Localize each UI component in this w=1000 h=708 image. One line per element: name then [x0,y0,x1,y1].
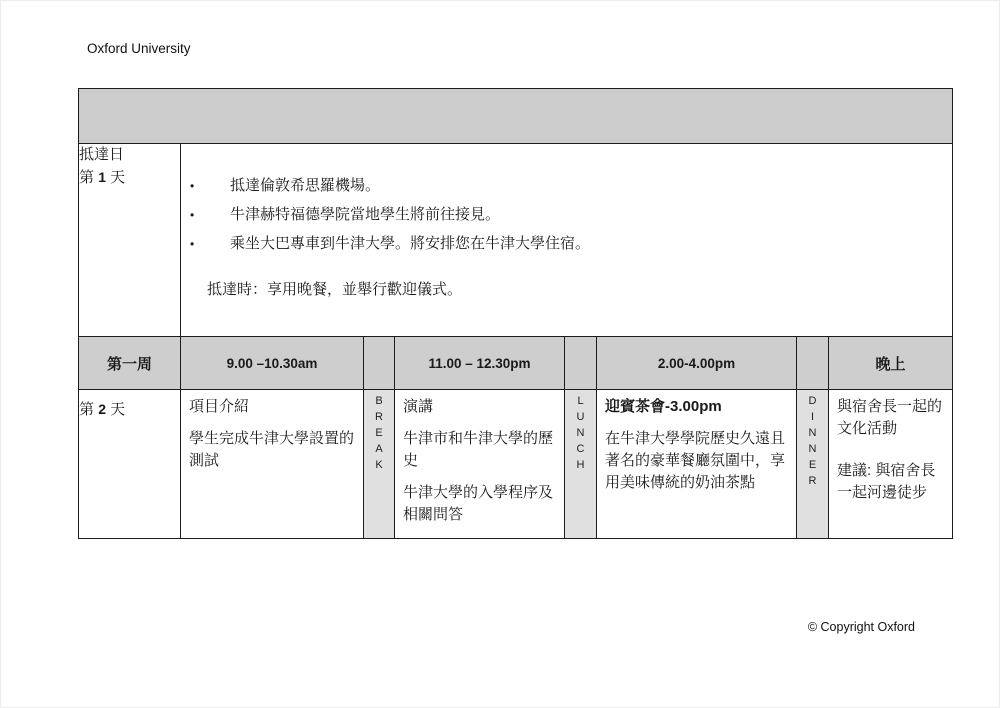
arrival-bullet-item [188,236,942,252]
week-header-row [79,337,953,390]
arrival-bullet-text: 牛津赫特福德學院當地學生將前往接見。 [230,206,501,223]
evening-activity-suggestion: 建議: 與宿舍長一起河邊徒步 [837,462,936,501]
arrival-day-label-cell [79,144,181,337]
week-label-cell: 第一周 [79,337,181,390]
bullet-icon: • [190,208,195,222]
arrival-note: 抵達時：享用晚餐，並舉行歡迎儀式。 [207,281,463,298]
timeslot-3-cell: 2.00-4.00pm [597,337,797,390]
lecture-title: 演講 [403,398,434,415]
evening-header-cell: 晚上 [829,337,953,390]
timeslot-2-cell: 11.00 – 12.30pm [395,337,565,390]
lunch-label: LUNCH [574,395,587,475]
arrival-label-line2: 第 1 天 [79,169,126,186]
morning-activity-detail: 學生完成牛津大學設置的測試 [189,430,355,469]
table-title-band-row [79,89,953,144]
bullet-icon: • [190,179,195,193]
day-2-late-morning-cell [395,390,565,539]
break-band-cell [364,390,395,539]
day-2-morning-cell [181,390,364,539]
evening-activity-title: 與宿舍長一起的文化活動 [837,398,943,437]
bullet-icon: • [190,237,195,251]
day-number: 2 [98,401,106,417]
page-title: Oxford University [87,41,191,56]
day-number: 1 [98,169,106,185]
dinner-label: DINNER [806,395,819,491]
day-2-label-cell: 第 2 天 [79,390,181,539]
header-dinner-spacer-cell [797,337,829,390]
dinner-band-cell [797,390,829,539]
header-lunch-spacer-cell [565,337,597,390]
arrival-bullet-item [188,178,942,194]
arrival-day-row [79,144,953,337]
afternoon-activity-title: 迎賓茶會-3.00pm [605,398,722,415]
arrival-bullet-item [188,207,942,223]
arrival-day-details-cell [181,144,953,337]
schedule-table [78,88,953,539]
timeslot-1-cell: 9.00 –10.30am [181,337,364,390]
lunch-band-cell [565,390,597,539]
arrival-bullet-text: 乘坐大巴專車到牛津大學。將安排您在牛津大學住宿。 [230,235,591,252]
morning-activity-title: 項目介紹 [189,398,250,415]
day-2-afternoon-cell [597,390,797,539]
lecture-topic-1: 牛津市和牛津大學的歷史 [403,430,554,469]
day-2-evening-cell [829,390,953,539]
arrival-label-line1: 抵達日 [79,146,125,163]
day-2-row [79,390,953,539]
break-label: BREAK [373,395,385,475]
copyright-notice: © Copyright Oxford [807,620,915,634]
header-break-spacer-cell [364,337,395,390]
arrival-bullet-text: 抵達倫敦希思羅機場。 [230,177,381,194]
afternoon-activity-detail: 在牛津大學學院歷史久遠且著名的豪華餐廳氛圍中，享用美味傳統的奶油茶點 [605,430,786,491]
arrival-body [181,144,952,299]
lecture-topic-2: 牛津大學的入學程序及相關問答 [403,484,554,523]
title-band-cell [79,89,953,144]
